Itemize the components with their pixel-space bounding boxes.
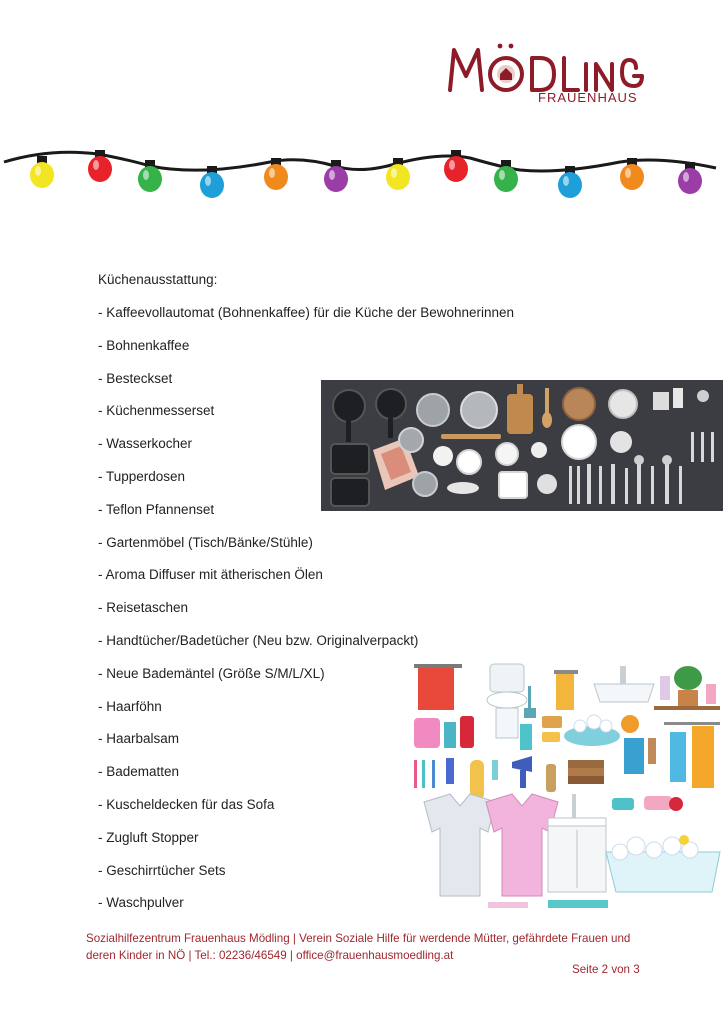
list-item: - Aroma Diffuser mit ätherischen Ölen (98, 567, 323, 583)
logo-subtitle: FRAUENHAUS (538, 90, 638, 105)
list-item: - Geschirrtücher Sets (98, 862, 226, 878)
kitchenware-illustration (321, 380, 723, 511)
list-item: - Tupperdosen (98, 468, 186, 484)
list-item: - Reisetaschen (98, 600, 189, 616)
list-item: - Besteckset (98, 370, 173, 386)
list-item: - Wasserkocher (98, 436, 193, 452)
bathroom-items-illustration (408, 656, 724, 912)
list-item: - Kuscheldecken für das Sofa (98, 796, 275, 812)
list-item: - Haarbalsam (98, 731, 180, 747)
string-lights-decoration (0, 140, 724, 220)
list-item: - Neue Bademäntel (Größe S/M/L/XL) (98, 665, 325, 681)
list-item: - Teflon Pfannenset (98, 501, 215, 517)
list-item: - Zugluft Stopper (98, 829, 199, 845)
footer-contact (86, 930, 646, 964)
list-item: - Badematten (98, 764, 180, 780)
page-number: Seite 2 von 3 (572, 963, 640, 976)
footer-line-2: deren Kinder in NÖ | Tel.: 02236/46549 | office@frauenhausmoedling.at (86, 949, 454, 962)
light-bulb-icon (386, 158, 410, 190)
list-item: - Bohnenkaffee (98, 337, 190, 353)
footer-line-1: Sozialhilfezentrum Frauenhaus Mödling | Verein Soziale Hilfe für werdende Mütter, gefährdete Frauen und (86, 932, 631, 945)
list-item: - Gartenmöbel (Tisch/Bänke/Stühle) (98, 534, 313, 550)
section-heading: Küchenausstattung: (98, 272, 218, 287)
list-item: - Haarföhn (98, 698, 162, 714)
list-item: - Waschpulver (98, 895, 184, 911)
list-item: - Kaffeevollautomat (Bohnenkaffee) für die Küche der Bewohnerinnen (98, 305, 515, 320)
logo (440, 28, 650, 112)
list-item: - Handtücher/Badetücher (Neu bzw. Originalverpackt) (98, 632, 419, 648)
light-bulb-icon (678, 162, 702, 194)
logo-wordmark (440, 28, 650, 98)
light-bulb-icon (30, 156, 54, 188)
list-item: - Küchenmesserset (98, 403, 215, 419)
